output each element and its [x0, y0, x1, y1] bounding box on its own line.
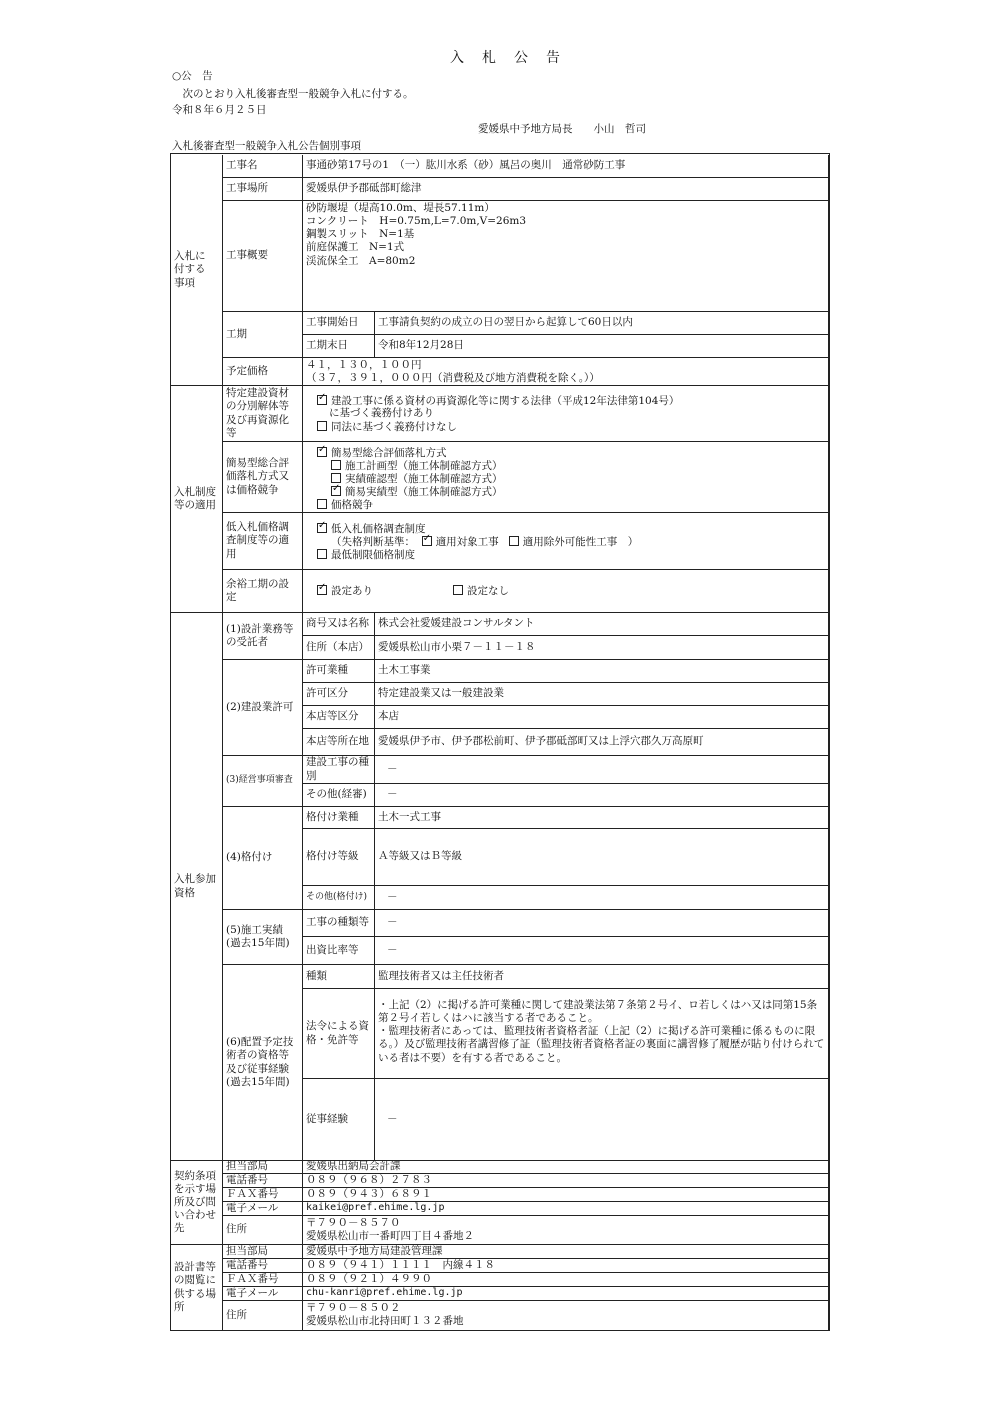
summary-line: 鋼製スリット N=1基 — [306, 228, 415, 241]
qual-license-label: (2)建設業許可 — [223, 660, 303, 756]
management-other-value: － — [375, 784, 829, 807]
checkbox-empty-icon — [331, 460, 341, 470]
design-tel-value: ０８９（９４１）１１１１ 内線４１８ — [303, 1259, 829, 1273]
contract-fax-label: ＦＡＸ番号 — [223, 1188, 303, 1202]
design-tel-label: 電話番号 — [223, 1259, 303, 1273]
work-place-value: 愛媛県伊予郡砥部町総津 — [303, 178, 829, 201]
summary-line: 砂防堰堤（堤高10.0m、堤長57.11m） — [306, 202, 495, 214]
eval-sub-simple-record: 簡易実績型（施工体制確認方式） — [345, 486, 503, 498]
summary-line: 渓流保全工 A=80m2 — [306, 254, 416, 267]
qual-record-label: (5)施工実績 (過去15年間) — [223, 910, 303, 965]
contract-tel-value: ０８９（９６８）２７８３ — [303, 1174, 829, 1188]
low-bid-criteria-b: 適用除外可能性工事 ） — [522, 536, 639, 548]
investment-ratio-label: 出資比率等 — [303, 937, 375, 965]
design-fax-value: ０８９（９２１）４９９０ — [303, 1273, 829, 1287]
record-kind-value: － — [375, 910, 829, 937]
management-other-label: その他(経審) — [303, 784, 375, 807]
work-name-label: 工事名 — [223, 155, 303, 178]
section2-label: 入札制度 等の適用 — [171, 386, 223, 613]
license-type-value: 土木工事業 — [375, 660, 829, 683]
low-bid-options — [303, 513, 829, 570]
office-location-value: 愛媛県伊予市、伊予郡松前町、伊予郡砥部町又は上浮穴郡久万高原町 — [375, 729, 829, 756]
section5-label: 設計書等の閲覧に供する場所 — [171, 1245, 223, 1330]
checkbox-checked-icon — [317, 523, 327, 533]
start-date-value: 工事請負契約の成立の日の翌日から起算して60日以内 — [375, 312, 829, 335]
price-label: 予定価格 — [223, 358, 303, 386]
design-address-value — [303, 1301, 829, 1330]
low-bid-option-1: 低入札価格調査制度 — [331, 523, 426, 535]
checkbox-empty-icon — [317, 549, 327, 559]
checkbox-checked-icon — [317, 447, 327, 457]
record-kind-label: 工事の種類等 — [303, 910, 375, 937]
contract-street: 愛媛県松山市一番町四丁目４番地２ — [306, 1230, 474, 1243]
design-dept-value: 愛媛県中予地方局建設管理課 — [303, 1245, 829, 1259]
engineer-license-value: ・上記（2）に掲げる許可業種に関して建設業法第７条第２号イ、ロ若しくはハ又は同第15条第２号イ若しくはハに該当する者であること。 ・監理技術者にあっては、監理技術者資格者証（上記（2）に掲げる許可業種に係るものに限る。）及び監理技術者講習修了証（監理技術者資格者証の裏面に講習修了履歴が貼り付けられている者は不要）を有する者であること。 — [375, 989, 829, 1079]
engineer-kind-label: 種類 — [303, 965, 375, 989]
recycle-option-1: 建設工事に係る資材の再資源化等に関する法律（平成12年法律第104号） — [331, 395, 680, 407]
period-label: 工期 — [223, 312, 303, 358]
qual-management-label: (3)経営事項審査 — [223, 756, 303, 807]
low-bid-option-2: 最低制限価格制度 — [331, 549, 415, 561]
low-bid-criteria-a: 適用対象工事 — [435, 536, 499, 548]
price-value — [303, 358, 829, 386]
work-kind-value: － — [375, 756, 829, 784]
work-summary-label: 工事概要 — [223, 201, 303, 312]
table-caption: 入札後審査型一般競争入札公告個別事項 — [172, 140, 361, 152]
issuer: 愛媛県中予地方局長 小山 哲司 — [478, 123, 646, 135]
recycle-label: 特定建設資材の分別解体等及び再資源化等 — [223, 386, 303, 442]
end-date-label: 工期末日 — [303, 335, 375, 358]
qual-engineer-label: (6)配置予定技術者の資格等及び従事経験(過去15年間) — [223, 965, 303, 1161]
checkbox-empty-icon — [317, 499, 327, 509]
design-mail-value: chu-kanri@pref.ehime.lg.jp — [303, 1287, 829, 1301]
spare-option-no: 設定なし — [467, 585, 509, 597]
office-location-label: 本店等所在地 — [303, 729, 375, 756]
rating-other-label: その他(格付け) — [303, 886, 375, 910]
work-kind-label: 建設工事の種別 — [303, 756, 375, 784]
checkbox-empty-icon — [509, 536, 519, 546]
design-mail-label: 電子メール — [223, 1287, 303, 1301]
contract-dept-value: 愛媛県出納局会計課 — [303, 1161, 829, 1174]
eval-sub-record: 実績確認型（施工体制確認方式） — [345, 473, 503, 485]
low-bid-criteria-label: （失格判断基準： — [331, 536, 415, 548]
section4-label: 契約条項を示す場所及び問い合わせ先 — [171, 1161, 223, 1245]
qual-rating-label: (4)格付け — [223, 807, 303, 910]
rating-grade-value: Ａ等級又はＢ等級 — [375, 829, 829, 886]
qual-designer-label: (1)設計業務等の受託者 — [223, 613, 303, 660]
office-class-label: 本店等区分 — [303, 706, 375, 729]
design-address-label: 住所 — [223, 1301, 303, 1330]
recycle-option-2: 同法に基づく義務付けなし — [331, 421, 457, 433]
designer-name-value: 株式会社愛媛建設コンサルタント — [375, 613, 829, 636]
rating-other-value: － — [375, 886, 829, 910]
eval-sub-plan: 施工計画型（施工体制確認方式） — [345, 460, 503, 472]
contract-mail-value: kaikei@pref.ehime.lg.jp — [303, 1202, 829, 1216]
contract-dept-label: 担当部局 — [223, 1161, 303, 1174]
notice-date: 令和８年６月２５日 — [172, 104, 267, 116]
section1-label: 入札に 付する 事項 — [171, 155, 223, 386]
license-type-label: 許可業種 — [303, 660, 375, 683]
checkbox-checked-icon — [317, 585, 327, 595]
work-place-label: 工事場所 — [223, 178, 303, 201]
eval-option-simple: 簡易型総合評価落札方式 — [331, 447, 447, 459]
spare-option-yes: 設定あり — [331, 585, 373, 597]
engineer-experience-value: － — [375, 1079, 829, 1161]
recycle-options — [303, 386, 829, 442]
page-title: 入 札 公 告 — [450, 50, 562, 66]
engineer-experience-label: 従事経験 — [303, 1079, 375, 1161]
contract-mail-label: 電子メール — [223, 1202, 303, 1216]
contract-tel-label: 電話番号 — [223, 1174, 303, 1188]
start-date-label: 工事開始日 — [303, 312, 375, 335]
designer-address-label: 住所（本店） — [303, 636, 375, 660]
contract-address-label: 住所 — [223, 1216, 303, 1245]
office-class-value: 本店 — [375, 706, 829, 729]
low-bid-label: 低入札価格調査制度等の適用 — [223, 513, 303, 570]
design-dept-label: 担当部局 — [223, 1245, 303, 1259]
work-summary-value — [303, 201, 829, 312]
price-with-tax: ４１，１３０，１００円 — [306, 359, 422, 371]
license-class-value: 特定建設業又は一般建設業 — [375, 683, 829, 706]
section3-label: 入札参加 資格 — [171, 613, 223, 1161]
eval-label: 簡易型総合評価落札方式又は価格競争 — [223, 442, 303, 513]
eval-option-price: 価格競争 — [331, 499, 373, 511]
spare-period-options — [303, 570, 829, 613]
checkbox-checked-icon — [317, 395, 327, 405]
engineer-kind-value: 監理技術者又は主任技術者 — [375, 965, 829, 989]
checkbox-checked-icon — [331, 486, 341, 496]
notice-label: ○公 告 — [172, 70, 213, 82]
rating-type-value: 土木一式工事 — [375, 807, 829, 829]
summary-line: コンクリート H=0.75m,L=7.0m,V=26m3 — [306, 215, 527, 228]
checkbox-empty-icon — [331, 473, 341, 483]
contract-postal-code: 〒７９０－８５７０ — [306, 1217, 401, 1229]
engineer-license-label: 法令による資格・免許等 — [303, 989, 375, 1079]
checkbox-empty-icon — [453, 585, 463, 595]
end-date-value: 令和8年12月28日 — [375, 335, 829, 358]
designer-address-value: 愛媛県松山市小栗７－１１－１８ — [375, 636, 829, 660]
rating-type-label: 格付け業種 — [303, 807, 375, 829]
checkbox-empty-icon — [317, 421, 327, 431]
recycle-option-1-cont: に基づく義務付けあり — [329, 407, 434, 419]
investment-ratio-value: － — [375, 937, 829, 965]
rating-grade-label: 格付け等級 — [303, 829, 375, 886]
eval-options — [303, 442, 829, 513]
spare-period-label: 余裕工期の設定 — [223, 570, 303, 613]
designer-name-label: 商号又は名称 — [303, 613, 375, 636]
checkbox-checked-icon — [422, 536, 432, 546]
design-postal-code: 〒７９０－８５０２ — [306, 1302, 401, 1314]
summary-line: 前庭保護工 N=1式 — [306, 241, 405, 254]
contract-fax-value: ０８９（９４３）６８９１ — [303, 1188, 829, 1202]
work-name-value: 事通砂第17号の1 （一）肱川水系（砂）風呂の奥川 通常砂防工事 — [303, 155, 829, 178]
intro-text: 次のとおり入札後審査型一般競争入札に付する。 — [172, 88, 414, 100]
design-fax-label: ＦＡＸ番号 — [223, 1273, 303, 1287]
license-class-label: 許可区分 — [303, 683, 375, 706]
price-without-tax: （３７，３９１，０００円（消費税及び地方消費税を除く。）） — [306, 372, 600, 385]
contract-address-value — [303, 1216, 829, 1245]
design-street: 愛媛県松山市北持田町１３２番地 — [306, 1315, 464, 1328]
